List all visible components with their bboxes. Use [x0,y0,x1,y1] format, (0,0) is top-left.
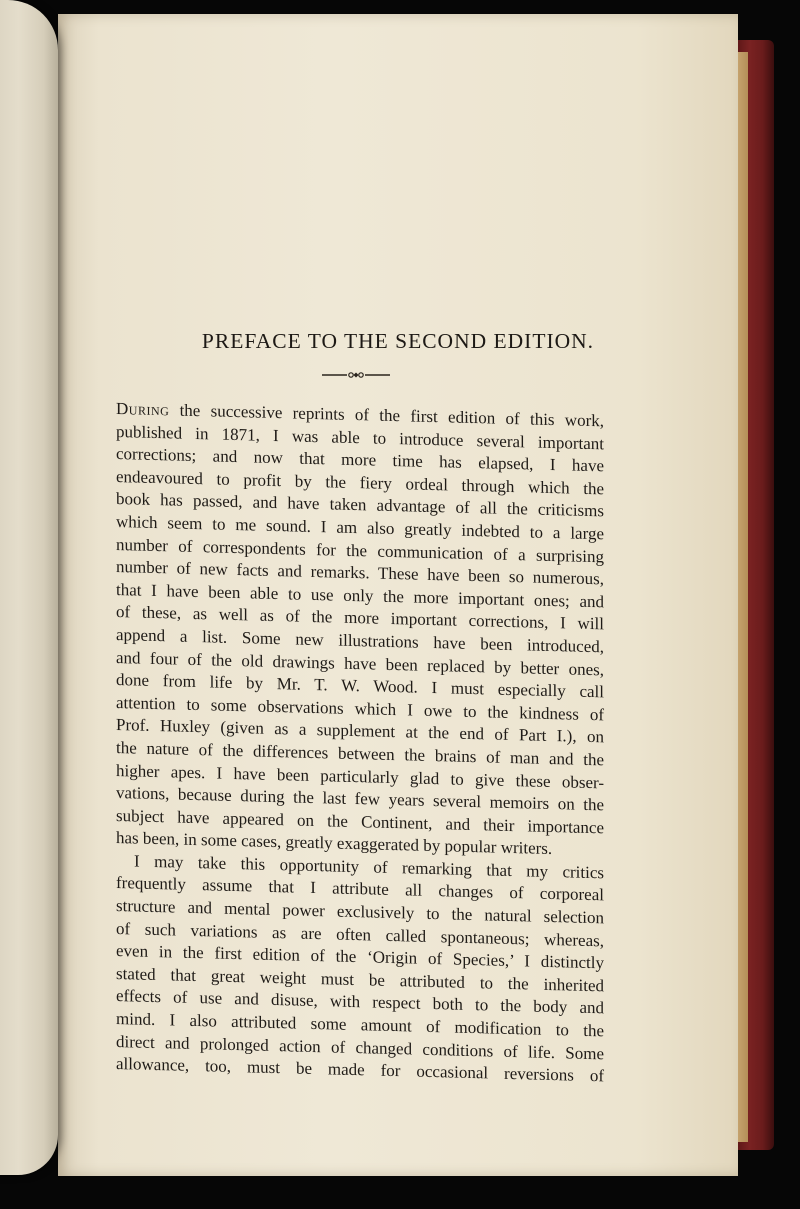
text-line: the nature of the differences between the brains of man and the [116,737,604,770]
text-line: corrections; and now that more time has elapsed, I have [116,444,604,476]
text-line: allowance, too, must be made for occasional reversions of [116,1054,604,1086]
text-line: book has passed, and have taken advantage of all the criticisms [116,489,604,521]
text-line: and four of the old drawings have been replaced by better ones, [116,647,604,679]
text-line: number of correspondents for the communication of a surprising [116,534,604,566]
text-line: attention to some observations which I owe to the kindness of [116,692,604,725]
text-line: published in 1871, I was able to introduce several important [116,421,604,453]
text-line: During the successive reprints of the first edition of this work, [116,399,604,431]
text-line: subject have appeared on the Continent, and their importance [116,805,604,838]
text-line: of these, as well as of the more important corrections, I will [116,602,604,634]
text-line: that I have been able to use only the more important ones; and [116,579,604,612]
text-line: direct and prolonged action of changed conditions of life. Some [116,1031,604,1063]
text-line: vations, because during the last few years several memoirs on the [116,783,604,815]
text-line: stated that great weight must be attributed to the inherited [116,963,604,996]
text-line: structure and mental power exclusively to the natural selection [116,896,604,928]
text-line: effects of use and disuse, with respect both to the body and [116,986,604,1018]
text-line: has been, in some cases, greatly exaggerated by popular writers. [116,828,553,859]
preface-body [116,398,604,1088]
text-line: which seem to me sound. I am also greatly indebted to a large [116,511,604,544]
paragraph [116,850,604,1088]
ornament-divider-icon [322,368,390,382]
text-line: append a list. Some new illustrations have been introduced, [116,624,604,657]
text-line: frequently assume that I attribute all changes of corporeal [116,873,604,905]
text-line: number of new facts and remarks. These have been so numerous, [116,557,604,589]
text-line: done from life by Mr. T. W. Wood. I must especially call [116,670,604,702]
facing-page-edge [0,0,58,1175]
text-line: of such variations as are often called spontaneous; whereas, [116,918,604,951]
page-title: PREFACE TO THE SECOND EDITION. [201,329,595,354]
text-line: mind. I also attributed some amount of modification to the [116,1009,604,1041]
text-line: higher apes. I have been particularly glad to give these obser- [116,760,604,792]
text-line: Prof. Huxley (given as a supplement at the end of Part I.), on [116,715,604,747]
text-line: I may take this opportunity of remarking that my critics [134,851,604,883]
paragraph [116,398,604,862]
opening-word: During [116,399,170,420]
text-line: even in the first edition of the ‘Origin of Species,’ I distinctly [116,941,604,973]
text-line: endeavoured to profit by the fiery ordeal through which the [116,466,604,499]
